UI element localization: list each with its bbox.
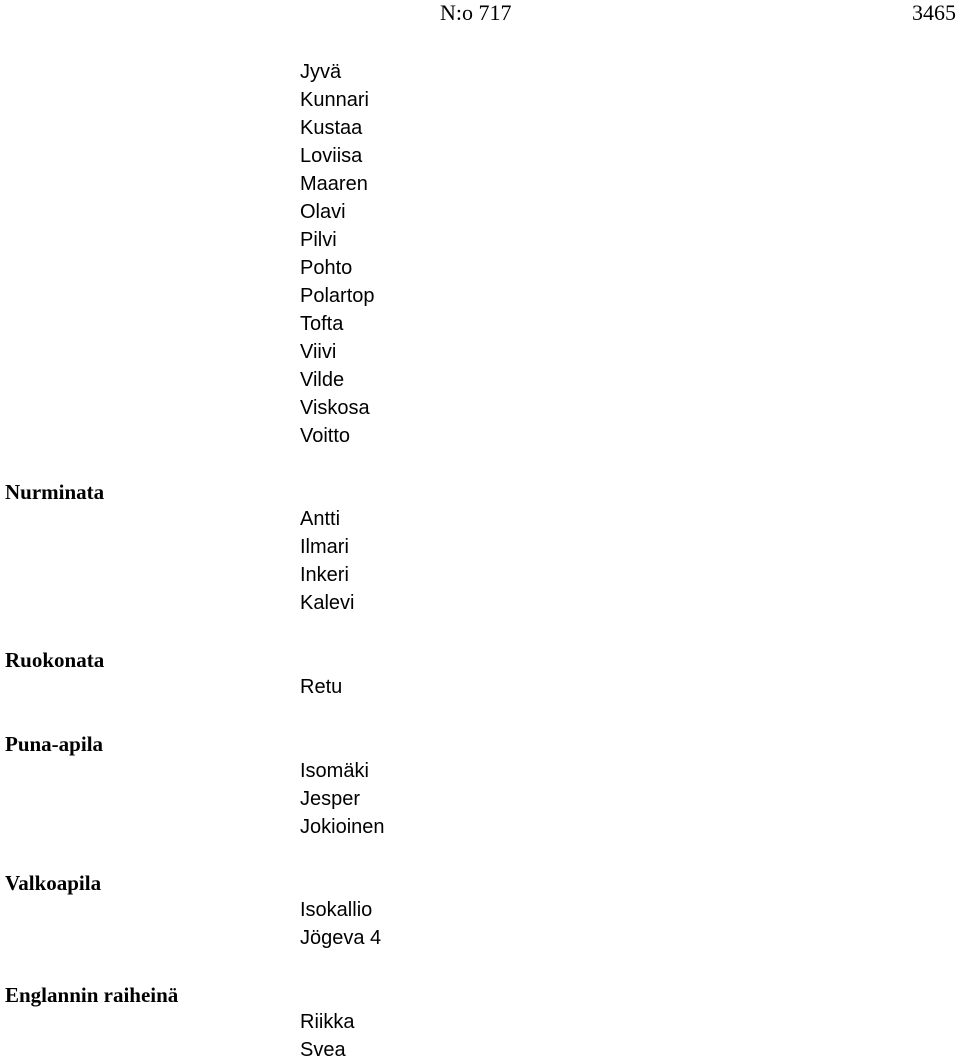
variety-item: Vilde xyxy=(300,369,345,391)
variety-item: Tofta xyxy=(300,313,344,335)
species-label-nurminata: Nurminata xyxy=(5,480,105,504)
document-number: N:o 717 xyxy=(440,0,512,25)
variety-item: Maaren xyxy=(300,173,368,195)
variety-item: Jögeva 4 xyxy=(300,927,382,949)
variety-list xyxy=(300,1008,354,1064)
variety-item: Viivi xyxy=(300,341,337,363)
variety-item: Olavi xyxy=(300,201,346,223)
variety-item: Ilmari xyxy=(300,536,349,558)
variety-list xyxy=(300,58,375,450)
variety-list xyxy=(300,757,385,841)
species-label-englannin-raiheina: Englannin raiheinä xyxy=(5,983,179,1007)
species-label-ruokonata: Ruokonata xyxy=(5,648,105,672)
variety-item: Isokallio xyxy=(300,899,373,921)
variety-item: Kalevi xyxy=(300,592,355,614)
species-label-puna-apila: Puna-apila xyxy=(5,732,104,756)
variety-item: Antti xyxy=(300,508,341,530)
species-label-valkoapila: Valkoapila xyxy=(5,871,102,895)
variety-item: Loviisa xyxy=(300,145,363,167)
variety-item: Polartop xyxy=(300,285,375,307)
variety-item: Svea xyxy=(300,1039,346,1061)
page-number: 3465 xyxy=(912,0,956,25)
variety-item: Kunnari xyxy=(300,89,369,111)
variety-item: Retu xyxy=(300,676,343,698)
variety-item: Jesper xyxy=(300,788,361,810)
variety-list xyxy=(300,505,354,617)
variety-item: Viskosa xyxy=(300,397,370,419)
variety-item: Jokioinen xyxy=(300,816,385,838)
variety-item: Kustaa xyxy=(300,117,363,139)
variety-item: Voitto xyxy=(300,425,351,447)
variety-item: Pilvi xyxy=(300,229,337,251)
variety-list xyxy=(300,896,381,952)
variety-item: Pohto xyxy=(300,257,353,279)
variety-item: Riikka xyxy=(300,1011,355,1033)
variety-item: Isomäki xyxy=(300,760,369,782)
variety-list xyxy=(300,673,342,701)
variety-item: Jyvä xyxy=(300,61,342,83)
variety-item: Inkeri xyxy=(300,564,349,586)
